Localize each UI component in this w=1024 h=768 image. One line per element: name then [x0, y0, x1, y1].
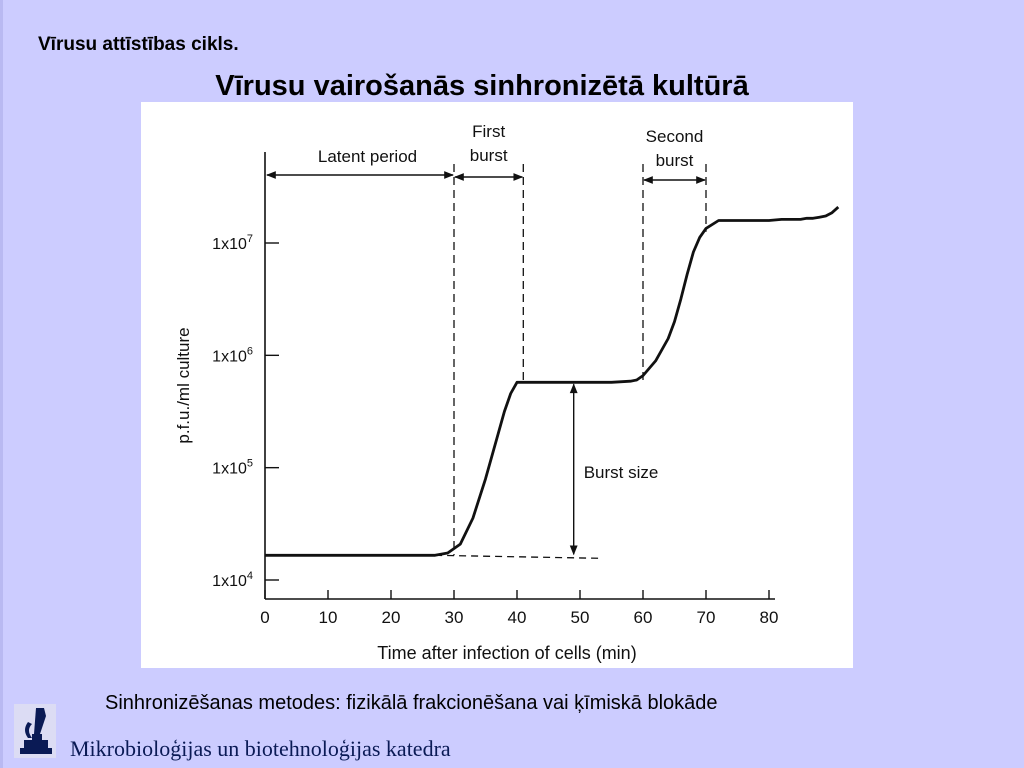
- footer-department: Mikrobioloģijas un biotehnoloģijas katedra: [70, 736, 451, 761]
- growth-curve: [265, 207, 838, 555]
- x-tick-label: 40: [507, 608, 527, 627]
- x-axis-label: Time after infection of cells (min): [377, 643, 637, 663]
- chart-figure: [141, 102, 853, 668]
- microscope-icon: [14, 704, 56, 758]
- slide-title-wrap: [0, 70, 1024, 103]
- x-tick-label: 50: [570, 608, 590, 627]
- x-tick-label: 60: [633, 608, 653, 627]
- y-tick-label: $1x10^6$: [212, 345, 253, 366]
- caption: Sinhronizēšanas metodes: fizikālā frakcionēšana vai ķīmiskā blokāde: [105, 692, 718, 714]
- burst-size-label: Burst size: [583, 463, 659, 482]
- latent-period-label: Latent period: [317, 147, 418, 166]
- first-burst-label-line-2: burst: [469, 146, 508, 165]
- x-tick-label: 70: [696, 608, 716, 627]
- x-tick-label: 20: [381, 608, 401, 627]
- y-tick-label: $1x10^7$: [212, 233, 253, 253]
- slide-title: Vīrusu vairošanās sinhronizētā kultūrā: [215, 70, 749, 102]
- x-tick-label: 10: [318, 608, 338, 627]
- baseline-dashed: [435, 555, 599, 558]
- y-tick-label: $1x10^5$: [212, 457, 253, 478]
- second-burst-label-line-1: Second: [645, 127, 704, 146]
- one-step-growth-chart: [141, 102, 853, 668]
- first-burst-label-line-1: First: [472, 122, 506, 141]
- x-tick-label: 80: [759, 608, 779, 627]
- second-burst-label-line-2: burst: [655, 151, 694, 170]
- x-tick-label: 30: [444, 608, 464, 627]
- x-tick-label: 0: [260, 608, 270, 627]
- y-axis-label: p.f.u./ml culture: [174, 327, 193, 444]
- section-title: Vīrusu attīstības cikls.: [38, 34, 239, 55]
- slide-left-edge: [0, 0, 3, 768]
- y-tick-label: $1x10^4$: [212, 570, 253, 590]
